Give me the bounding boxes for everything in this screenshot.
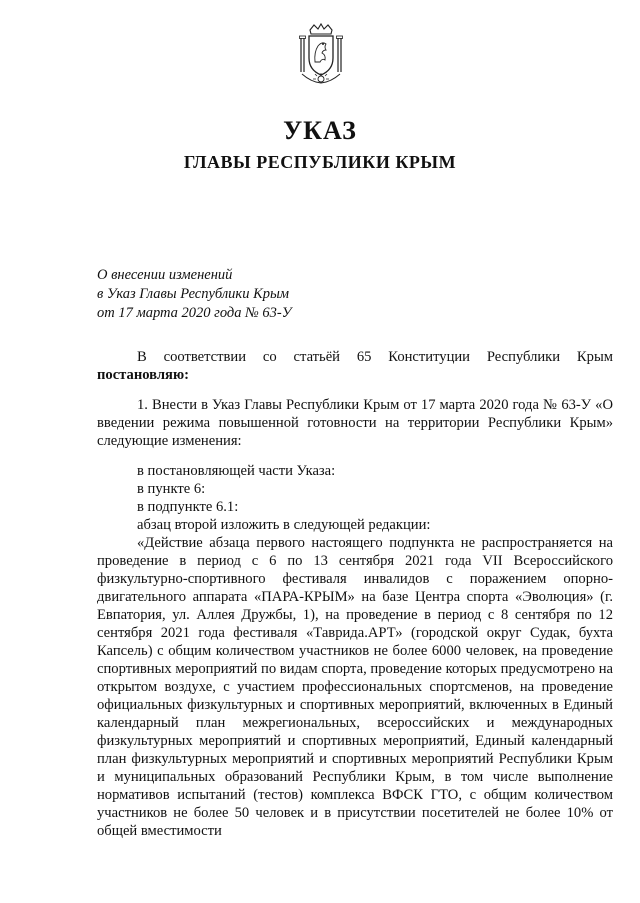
subject-block xyxy=(97,266,292,323)
subject-line: от 17 марта 2020 года № 63-У xyxy=(97,305,292,321)
subpoint-6-1-line: в подпункте 6.1: xyxy=(137,499,239,515)
paragraph-instruction-line: абзац второй изложить в следующей редакции: xyxy=(137,517,431,533)
item-1-paragraph: 1. Внести в Указ Главы Республики Крым от 17 марта 2020 года № 63-У «О введении режима повышенной готовности на территории Республики Крым» следующие изменения: xyxy=(97,397,613,449)
document-title: УКАЗ xyxy=(283,116,357,145)
preamble-text: В соответствии со статьёй 65 Конституции Республики Крым xyxy=(137,349,613,365)
preamble-paragraph xyxy=(97,348,613,384)
subject-line: в Указ Главы Республики Крым xyxy=(97,286,290,302)
document-subtitle: ГЛАВЫ РЕСПУБЛИКИ КРЫМ xyxy=(183,152,457,172)
document-body xyxy=(97,348,613,840)
point-6-line: в пункте 6: xyxy=(137,481,206,497)
decree-word: постановляю: xyxy=(97,367,189,383)
operative-part-line: в постановляющей части Указа: xyxy=(137,463,336,479)
crimea-coat-of-arms-icon xyxy=(296,22,346,84)
quoted-paragraph: «Действие абзаца первого настоящего подпункта не распространяется на проведение в период с 6 по 13 сентября 2021 года VII Всероссийского физкультурно-спортивного фестиваля инвалидов с поражением опорно-двигательного аппарата «ПАРА-КРЫМ» на базе Центра спорта «Эволюция» (г. Евпатория, ул. Аллея Дружбы, 1), на проведение в период с 8 сентября по 12 сентября 2021 года фестиваля «Таврида.АРТ» (городской округ Судак, бухта Капсель) с общим количеством участников не более 6000 человек, на проведение спортивных мероприятий по видам спорта, проведение которых предусмотрено на открытом воздухе, с участием профессиональных спортсменов, на проведение официальных физкультурных и спортивных мероприятий, включенных в Единый календарный план межрегиональных, всероссийских и международных физкультурных мероприятий и спортивных мероприятий, Единый календарный план физкультурных мероприятий и спортивных мероприятий Республики Крым и муниципальных образований Республики Крым, в том числе выполнение нормативов испытаний (тестов) комплекса ВФСК ГТО, с общим количеством участников не более 50 человек и в присутствии посетителей не более 10% от общей вместимости xyxy=(97,535,613,839)
subject-line: О внесении изменений xyxy=(97,267,233,283)
